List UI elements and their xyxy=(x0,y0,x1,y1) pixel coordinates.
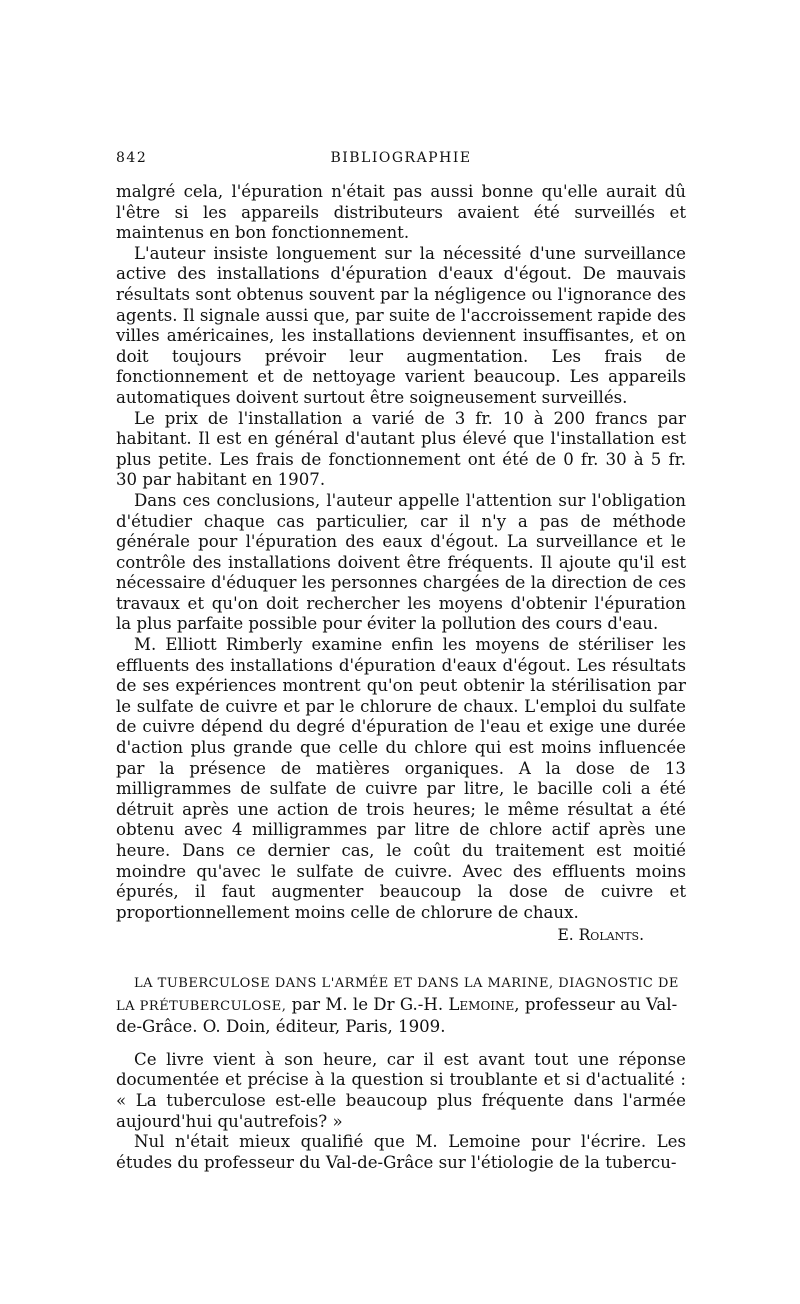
author-signature: E. Rolants. xyxy=(557,926,644,945)
paragraph-continuation: malgré cela, l'épuration n'était pas aussi bonne qu'elle aurait dû l'être si les appareils distributeurs avaient été surveillés et maintenus en bon fonctionnement. xyxy=(116,182,686,243)
review-body xyxy=(116,1050,686,1174)
review-author-prefix: par M. le Dr G.-H. xyxy=(291,994,444,1014)
review-details: , professeur au Val-de-Grâce. O. Doin, éditeur, Paris, 1909. xyxy=(116,994,678,1037)
running-header xyxy=(116,148,686,172)
review-author-name: Lemoine xyxy=(448,994,515,1014)
paragraph-conclusions: Dans ces conclusions, l'auteur appelle l'attention sur l'obligation d'étudier chaque cas particulier, car il n'y a pas de méthode générale pour l'épuration des eaux d'égout. La surveillance et le contrôle des installations doivent être fréquents. Il ajoute qu'il est nécessaire d'éduquer les personnes chargées de la direction de ces travaux et qu'on doit rechercher les moyens d'obtenir l'épuration la plus parfaite possible pour éviter la pollution des cours d'eau. xyxy=(116,490,686,634)
paragraph-sterilisation: M. Elliott Rimberly examine enfin les moyens de stériliser les effluents des installations d'épuration d'eaux d'égout. Les résultats de ses expériences montrent qu'on peut obtenir la stérilisation par le sulfate de cuivre et par le chlorure de chaux. L'emploi du sulfate de cuivre dépend du degré d'épuration de l'eau et exige une durée d'action plus grande que celle du chlore qui est moins influencée par la présence de matières organiques. A la dose de 13 milligrammes de sulfate de cuivre par litre, le bacille coli a été détruit après une action de trois heures; le même résultat a été obtenu avec 4 milligrammes par litre de chlore actif après une heure. Dans ce dernier cas, le coût du traitement est moitié moindre qu'avec le sulfate de cuivre. Avec des effluents moins épurés, il faut augmenter beaucoup la dose de cuivre et proportionnellement moins celle de chlorure de chaux. xyxy=(116,635,686,922)
review-paragraph-1: Ce livre vient à son heure, car il est avant tout une réponse documentée et précise à la question si troublante et si d'actualité : « La tuberculose est-elle beaucoup plus fréquente dans l'armée aujourd'hui qu'autrefois? » xyxy=(116,1049,686,1131)
review-title: LA TUBERCULOSE DANS L'ARMÉE ET DANS LA MARINE, DIAGNOSTIC DE LA PRÉTUBERCULOSE, xyxy=(116,975,679,1014)
review-paragraph-2: Nul n'était mieux qualifié que M. Lemoine pour l'écrire. Les études du professeur du Val-de-Grâce sur l'étiologie de la tubercu- xyxy=(116,1132,686,1172)
article-body xyxy=(116,182,686,946)
running-title: BIBLIOGRAPHIE xyxy=(330,150,472,166)
page xyxy=(116,148,686,1173)
paragraph-costs: Le prix de l'installation a varié de 3 fr. 10 à 200 francs par habitant. Il est en général d'autant plus élevé que l'installation est plus petite. Les frais de fonctionnement ont été de 0 fr. 30 à 5 fr. 30 par habitant en 1907. xyxy=(116,408,686,490)
page-number: 842 xyxy=(116,150,148,166)
paragraph-surveillance: L'auteur insiste longuement sur la nécessité d'une surveillance active des installations d'épuration d'eaux d'égout. De mauvais résultats sont obtenus souvent par la négligence ou l'ignorance des agents. Il signale aussi que, par suite de l'accroissement rapide des villes américaines, les installations deviennent insuffisantes, et on doit toujours prévoir leur augmentation. Les frais de fonctionnement et de nettoyage varient beaucoup. Les appareils automatiques doivent surtout être soigneusement surveillés. xyxy=(116,243,686,407)
review-heading xyxy=(116,972,686,1038)
